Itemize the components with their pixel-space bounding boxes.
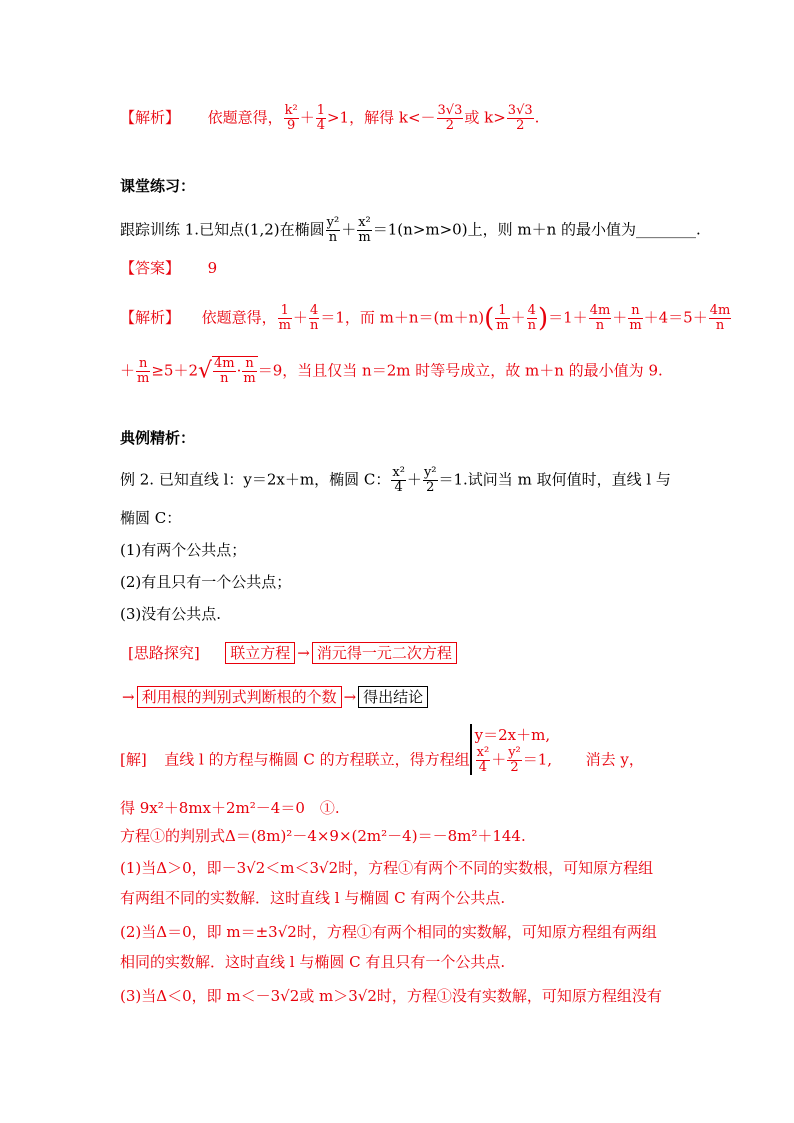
solution-discriminant: 方程①的判别式Δ＝(8m)²－4×9×(2m²－4)＝－8m²＋144. (120, 827, 526, 845)
fraction: $\frac{\text{y²}}{n}$ (326, 215, 340, 245)
example-question: 例 2. 已知直线 l：y＝2x＋m，椭圆 C： $\frac{\text{x²}}{4}$ ＋ $\frac{\text{y²}}{2}$ ＝1.试问当 m 取何值时，直线 l 与 (120, 465, 671, 495)
thinking-flow-2 (120, 686, 428, 708)
flow-step-3: 利用根的判别式判断根的个数 (137, 686, 342, 708)
solution-label: [解] (120, 750, 147, 769)
exercise-question: 跟踪训练 1.已知点(1,2)在椭圆 $\frac{\text{y²}}{n}$ ＋ $\frac{\text{x²}}{m}$ ＝1(n>m>0)上，则 m＋n 的最小值为________. (120, 215, 701, 245)
arrow-icon: → (122, 688, 135, 706)
arrow-icon: → (297, 644, 310, 662)
fraction: $\frac{1}{4}$ (316, 103, 325, 133)
solution-case2-b: 相同的实数解．这时直线 l 与椭圆 C 有且只有一个公共点. (120, 953, 506, 971)
answer-label: 【答案】 (120, 259, 181, 277)
fraction: $\frac{3√3}{2}$ (437, 103, 463, 133)
solution-case2-a: (2)当Δ＝0，即 m＝±3√2时，方程①有两个相同的实数解，可知原方程组有两组 (120, 923, 657, 941)
answer-value: 9 (207, 259, 218, 277)
solution-case1-a: (1)当Δ＞0，即－3√2＜m＜3√2时，方程①有两个不同的实数根，可知原方程组 (120, 859, 654, 877)
example-q3: (3)没有公共点. (120, 605, 222, 623)
section-title-example: 典例精析： (120, 429, 196, 447)
fraction: $\frac{3√3}{2}$ (507, 103, 533, 133)
thinking-flow (128, 642, 457, 664)
solution-line-1: [解] 直线 l 的方程与椭圆 C 的方程联立，得方程组 y＝2x＋m, $\frac{\text{x²}}{4}$ ＋ $\frac{\text{y²}}{2}$ ＝1, 消去 y， (120, 726, 644, 775)
fraction: $\frac{\text{x²}}{m}$ (358, 215, 371, 245)
fraction: $\frac{\text{k²}}{9}$ (284, 103, 298, 133)
analysis-line-2a: 【解析】 依题意得， $\frac{1}{m}$ ＋ $\frac{4}{n}$ ＝1，而 m＋n＝(m＋n)( $\frac{1}{m}$ ＋ $\frac{4}{n}$ )＝1＋ $\frac{4m}{n}$ ＋ $\frac{n}{m}$ ＋4＝5＋ $\frac{4m}{n}$ (120, 303, 731, 334)
solution-case3-a: (3)当Δ＜0，即 m＜－3√2或 m＞3√2时，方程①没有实数解，可知原方程组没有 (120, 987, 662, 1005)
flow-label: [思路探究] (128, 644, 200, 662)
flow-step-1: 联立方程 (225, 642, 295, 664)
answer-line (120, 258, 217, 278)
solution-case1-b: 有两组不同的实数解．这时直线 l 与椭圆 C 有两个公共点. (120, 889, 506, 907)
analysis-label: 【解析】 (120, 108, 181, 127)
analysis-line-2b: ＋ $\frac{n}{m}$ ≥5＋2√ $\frac{4m}{n}$ · $\frac{n}{m}$ ＝9，当且仅当 n＝2m 时等号成立，故 m＋n 的最小值为 9. (120, 356, 663, 386)
flow-step-2: 消元得一元二次方程 (312, 642, 457, 664)
example-question-cont: 椭圆 C： (120, 509, 182, 527)
analysis-line-1: 【解析】 依题意得， $\frac{\text{k²}}{9}$ ＋ $\frac{1}{4}$ >1，解得 k<－ $\frac{3√3}{2}$ 或 k> $\frac{3√3}{2}$ . (120, 103, 540, 133)
flow-step-4: 得出结论 (358, 686, 428, 708)
arrow-icon: → (343, 688, 357, 706)
section-title-classroom: 课堂练习： (120, 177, 196, 195)
equation-system: y＝2x＋m, $\frac{\text{x²}}{4}$ ＋ $\frac{\text{y²}}{2}$ ＝1, (470, 724, 552, 775)
solution-eq: 得 9x²＋8mx＋2m²－4＝0 ①. (120, 799, 340, 817)
example-q2: (2)有且只有一个公共点； (120, 573, 292, 591)
example-q1: (1)有两个公共点； (120, 541, 247, 559)
